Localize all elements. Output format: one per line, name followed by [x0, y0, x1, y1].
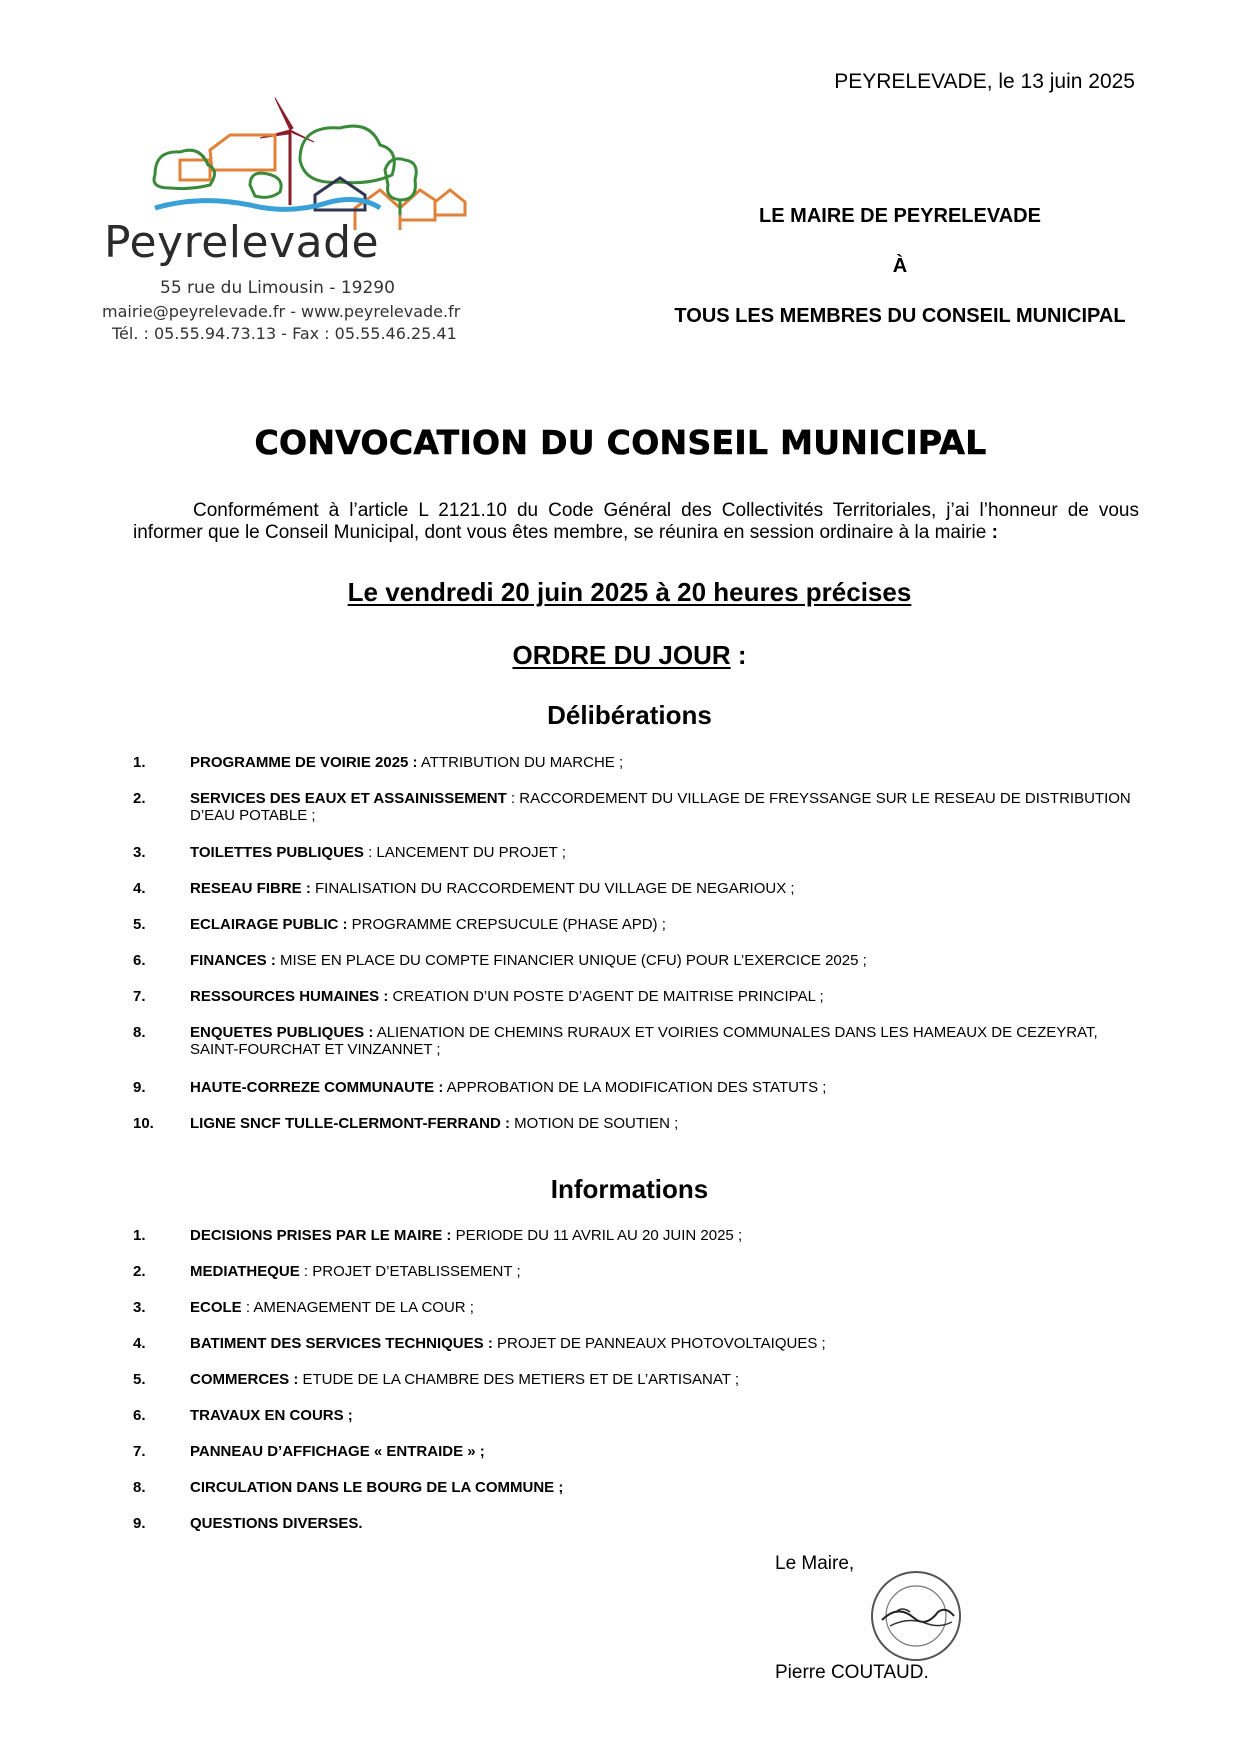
agenda-heading-colon: :	[730, 640, 747, 670]
wind-turbine-icon	[260, 98, 314, 205]
intro-colon: :	[986, 522, 998, 543]
intro-paragraph	[133, 500, 1139, 544]
intro-text: Conformément à l’article L 2121.10 du Code Général des Collectivités Territoriales, j’ai l’honneur de vous informer que le Conseil Municipal, dont vous êtes membre, se réunira en session ordinaire à la mairie	[133, 500, 1139, 543]
logo-address: 55 rue du Limousin - 19290	[160, 278, 395, 298]
signature-title: Le Maire,	[775, 1553, 855, 1574]
document-title: CONVOCATION DU CONSEIL MUNICIPAL	[254, 423, 987, 462]
addressee-block	[600, 205, 1200, 355]
mayor-seal-stamp	[868, 1568, 964, 1664]
logo-name: Peyrelevade	[104, 217, 380, 268]
informations-heading: Informations	[550, 1174, 709, 1204]
logo-phone: Tél. : 05.55.94.73.13 - Fax : 05.55.46.25.41	[112, 324, 457, 343]
village-illustration	[100, 90, 490, 235]
recipient-line: TOUS LES MEMBRES DU CONSEIL MUNICIPAL	[674, 305, 1126, 327]
meeting-date	[0, 577, 1241, 608]
agenda-heading-label: ORDRE DU JOUR	[512, 640, 731, 670]
deliberations-heading: Délibérations	[547, 700, 712, 730]
meeting-date-text: Le vendredi 20 juin 2025 à 20 heures précises	[347, 577, 912, 607]
sender-line: LE MAIRE DE PEYRELEVADE	[759, 205, 1041, 227]
signatory-name: Pierre COUTAUD.	[775, 1662, 929, 1683]
date-line: PEYRELEVADE, le 13 juin 2025	[834, 70, 1135, 93]
agenda-heading	[0, 640, 1241, 671]
to-word: À	[892, 255, 908, 277]
town-logo	[100, 90, 490, 343]
logo-contact: mairie@peyrelevade.fr - www.peyrelevade.fr	[102, 302, 461, 321]
